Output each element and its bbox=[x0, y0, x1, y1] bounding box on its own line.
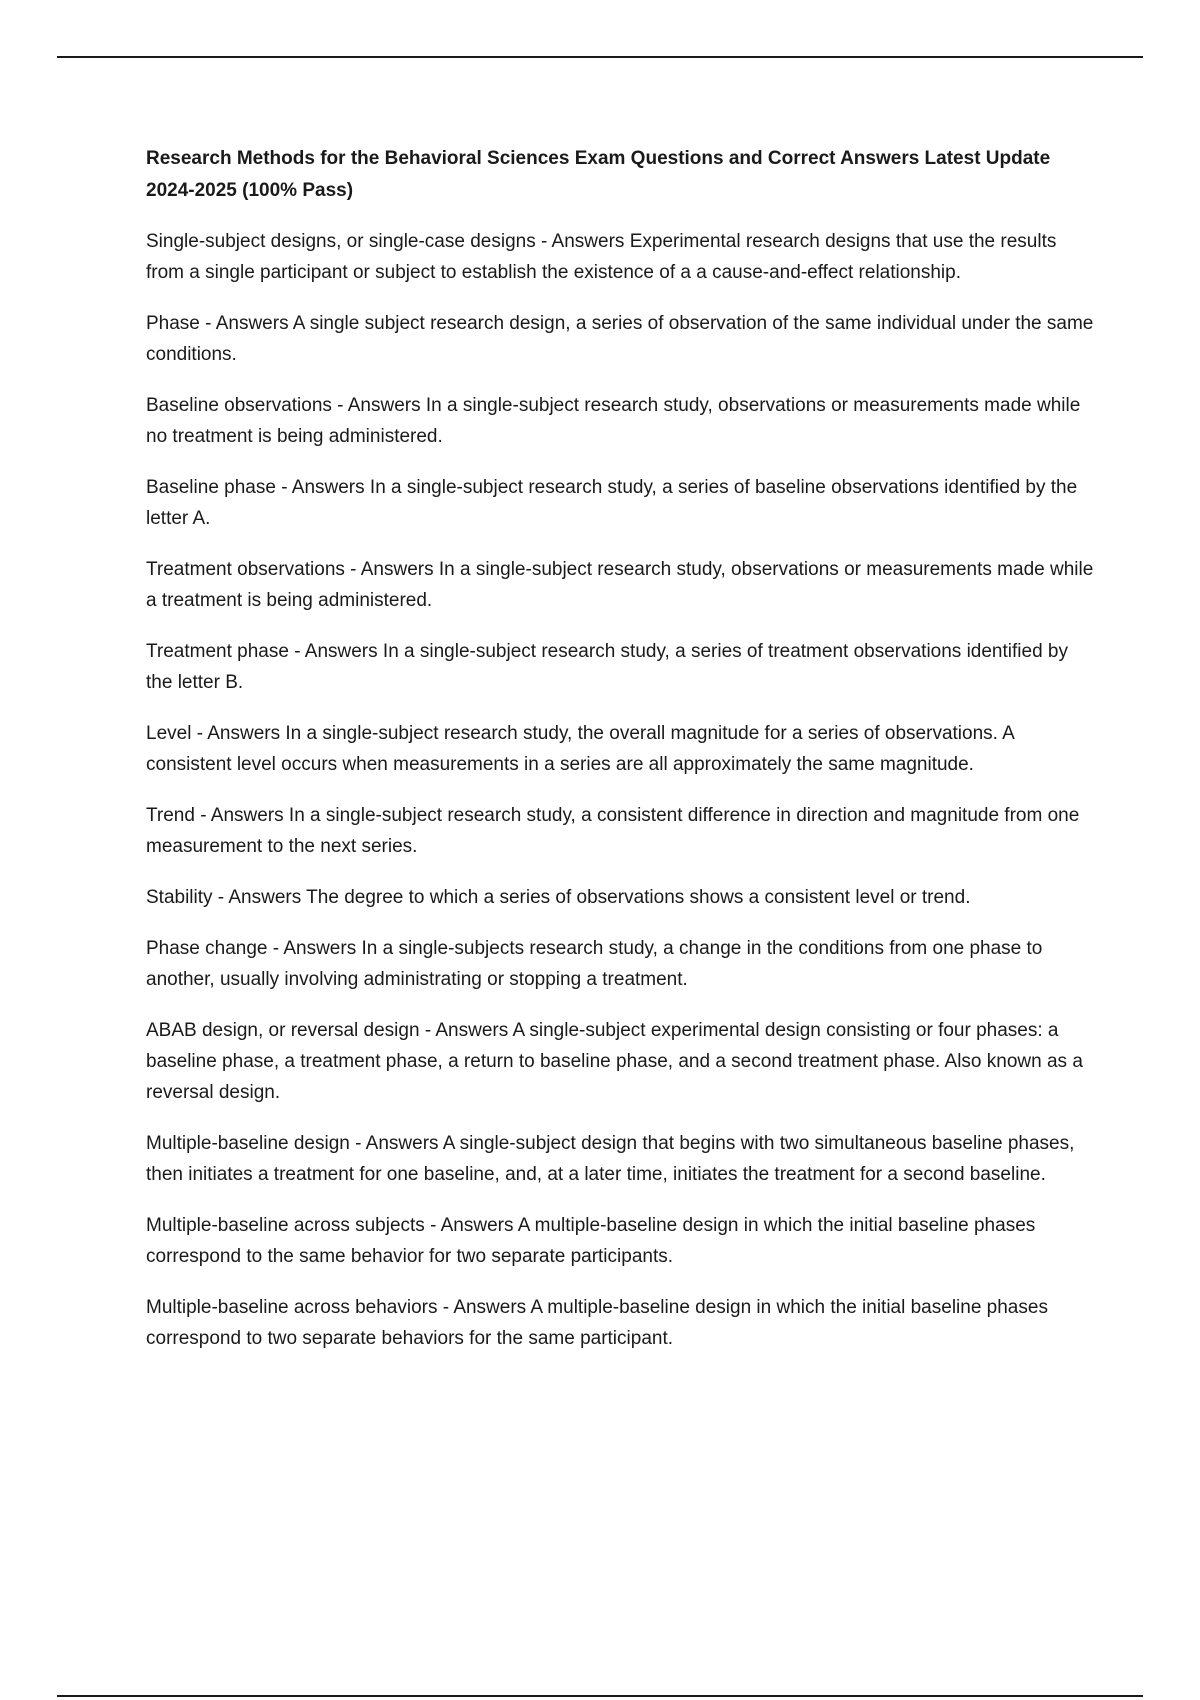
entry-definition: In a single-subject research study, observations or measurements made while a treatment is being administered. bbox=[146, 559, 1094, 611]
entry-separator: - Answers bbox=[275, 477, 370, 498]
flashcard-entry bbox=[146, 308, 1094, 370]
entry-list bbox=[146, 226, 1094, 1354]
entry-term: Stability bbox=[146, 887, 213, 908]
entry-separator: - Answers bbox=[344, 559, 439, 580]
entry-definition: A single-subject experimental design consisting or four phases: a baseline phase, a treatment phase, a return to baseline phase, and a second treatment phase. Also known as a reversal design. bbox=[146, 1020, 1083, 1103]
flashcard-entry bbox=[146, 554, 1094, 616]
entry-definition: In a single-subjects research study, a change in the conditions from one phase to another, usually involving administrating or stopping a treatment. bbox=[146, 938, 1043, 990]
flashcard-entry bbox=[146, 390, 1094, 452]
entry-term: Single-subject designs, or single-case designs bbox=[146, 231, 536, 252]
flashcard-entry bbox=[146, 226, 1094, 288]
entry-definition: Experimental research designs that use the results from a single participant or subject to establish the existence of a a cause-and-effect relationship. bbox=[146, 231, 1057, 283]
document-body bbox=[146, 143, 1094, 1374]
entry-definition: The degree to which a series of observations shows a consistent level or trend. bbox=[306, 887, 971, 908]
entry-separator: - Answers bbox=[194, 805, 289, 826]
flashcard-entry bbox=[146, 1015, 1094, 1108]
entry-definition: In a single-subject research study, a series of treatment observations identified by the letter B. bbox=[146, 641, 1068, 693]
entry-term: Multiple-baseline across subjects bbox=[146, 1215, 425, 1236]
entry-separator: - Answers bbox=[331, 395, 426, 416]
entry-separator: - Answers bbox=[535, 231, 630, 252]
entry-term: ABAB design, or reversal design bbox=[146, 1020, 420, 1041]
entry-separator: - Answers bbox=[437, 1297, 531, 1318]
flashcard-entry bbox=[146, 882, 1094, 913]
entry-term: Treatment observations bbox=[146, 559, 345, 580]
entry-definition: In a single-subject research study, a consistent difference in direction and magnitude from one measurement to the next series. bbox=[146, 805, 1080, 857]
entry-definition: In a single-subject research study, a series of baseline observations identified by the letter A. bbox=[146, 477, 1078, 529]
entry-separator: - Answers bbox=[424, 1215, 518, 1236]
entry-separator: - Answers bbox=[212, 887, 307, 908]
document-title: Research Methods for the Behavioral Sciences Exam Questions and Correct Answers Latest Update 2024-2025 (100% Pass) bbox=[146, 148, 1051, 201]
entry-term: Multiple-baseline across behaviors bbox=[146, 1297, 438, 1318]
flashcard-entry bbox=[146, 1292, 1094, 1354]
entry-term: Phase change bbox=[146, 938, 268, 959]
entry-separator: - Answers bbox=[199, 313, 293, 334]
flashcard-entry bbox=[146, 1128, 1094, 1190]
flashcard-entry bbox=[146, 1210, 1094, 1272]
entry-separator: - Answers bbox=[191, 723, 286, 744]
flashcard-entry bbox=[146, 933, 1094, 995]
entry-term: Trend bbox=[146, 805, 195, 826]
entry-definition: A single-subject design that begins with two simultaneous baseline phases, then initiates a treatment for one baseline, and, at a later time, initiates the treatment for a second baseline. bbox=[146, 1133, 1075, 1185]
flashcard-entry bbox=[146, 472, 1094, 534]
entry-term: Multiple-baseline design bbox=[146, 1133, 350, 1154]
entry-separator: - Answers bbox=[288, 641, 383, 662]
entry-definition: A multiple-baseline design in which the initial baseline phases correspond to two separate behaviors for the same participant. bbox=[146, 1297, 1048, 1349]
entry-separator: - Answers bbox=[267, 938, 362, 959]
entry-definition: A multiple-baseline design in which the initial baseline phases correspond to the same behavior for two separate participants. bbox=[146, 1215, 1036, 1267]
entry-separator: - Answers bbox=[349, 1133, 443, 1154]
entry-term: Baseline observations bbox=[146, 395, 332, 416]
entry-term: Baseline phase bbox=[146, 477, 276, 498]
flashcard-entry bbox=[146, 800, 1094, 862]
entry-term: Phase bbox=[146, 313, 200, 334]
bottom-rule bbox=[57, 1695, 1143, 1697]
entry-term: Treatment phase bbox=[146, 641, 289, 662]
entry-definition: In a single-subject research study, the overall magnitude for a series of observations. A consistent level occurs when measurements in a series are all approximately the same magnitude. bbox=[146, 723, 1014, 775]
flashcard-entry bbox=[146, 718, 1094, 780]
entry-term: Level bbox=[146, 723, 192, 744]
top-rule bbox=[57, 56, 1143, 58]
entry-separator: - Answers bbox=[419, 1020, 513, 1041]
entry-definition: A single subject research design, a series of observation of the same individual under the same conditions. bbox=[146, 313, 1094, 365]
flashcard-entry bbox=[146, 636, 1094, 698]
entry-definition: In a single-subject research study, observations or measurements made while no treatment is being administered. bbox=[146, 395, 1081, 447]
